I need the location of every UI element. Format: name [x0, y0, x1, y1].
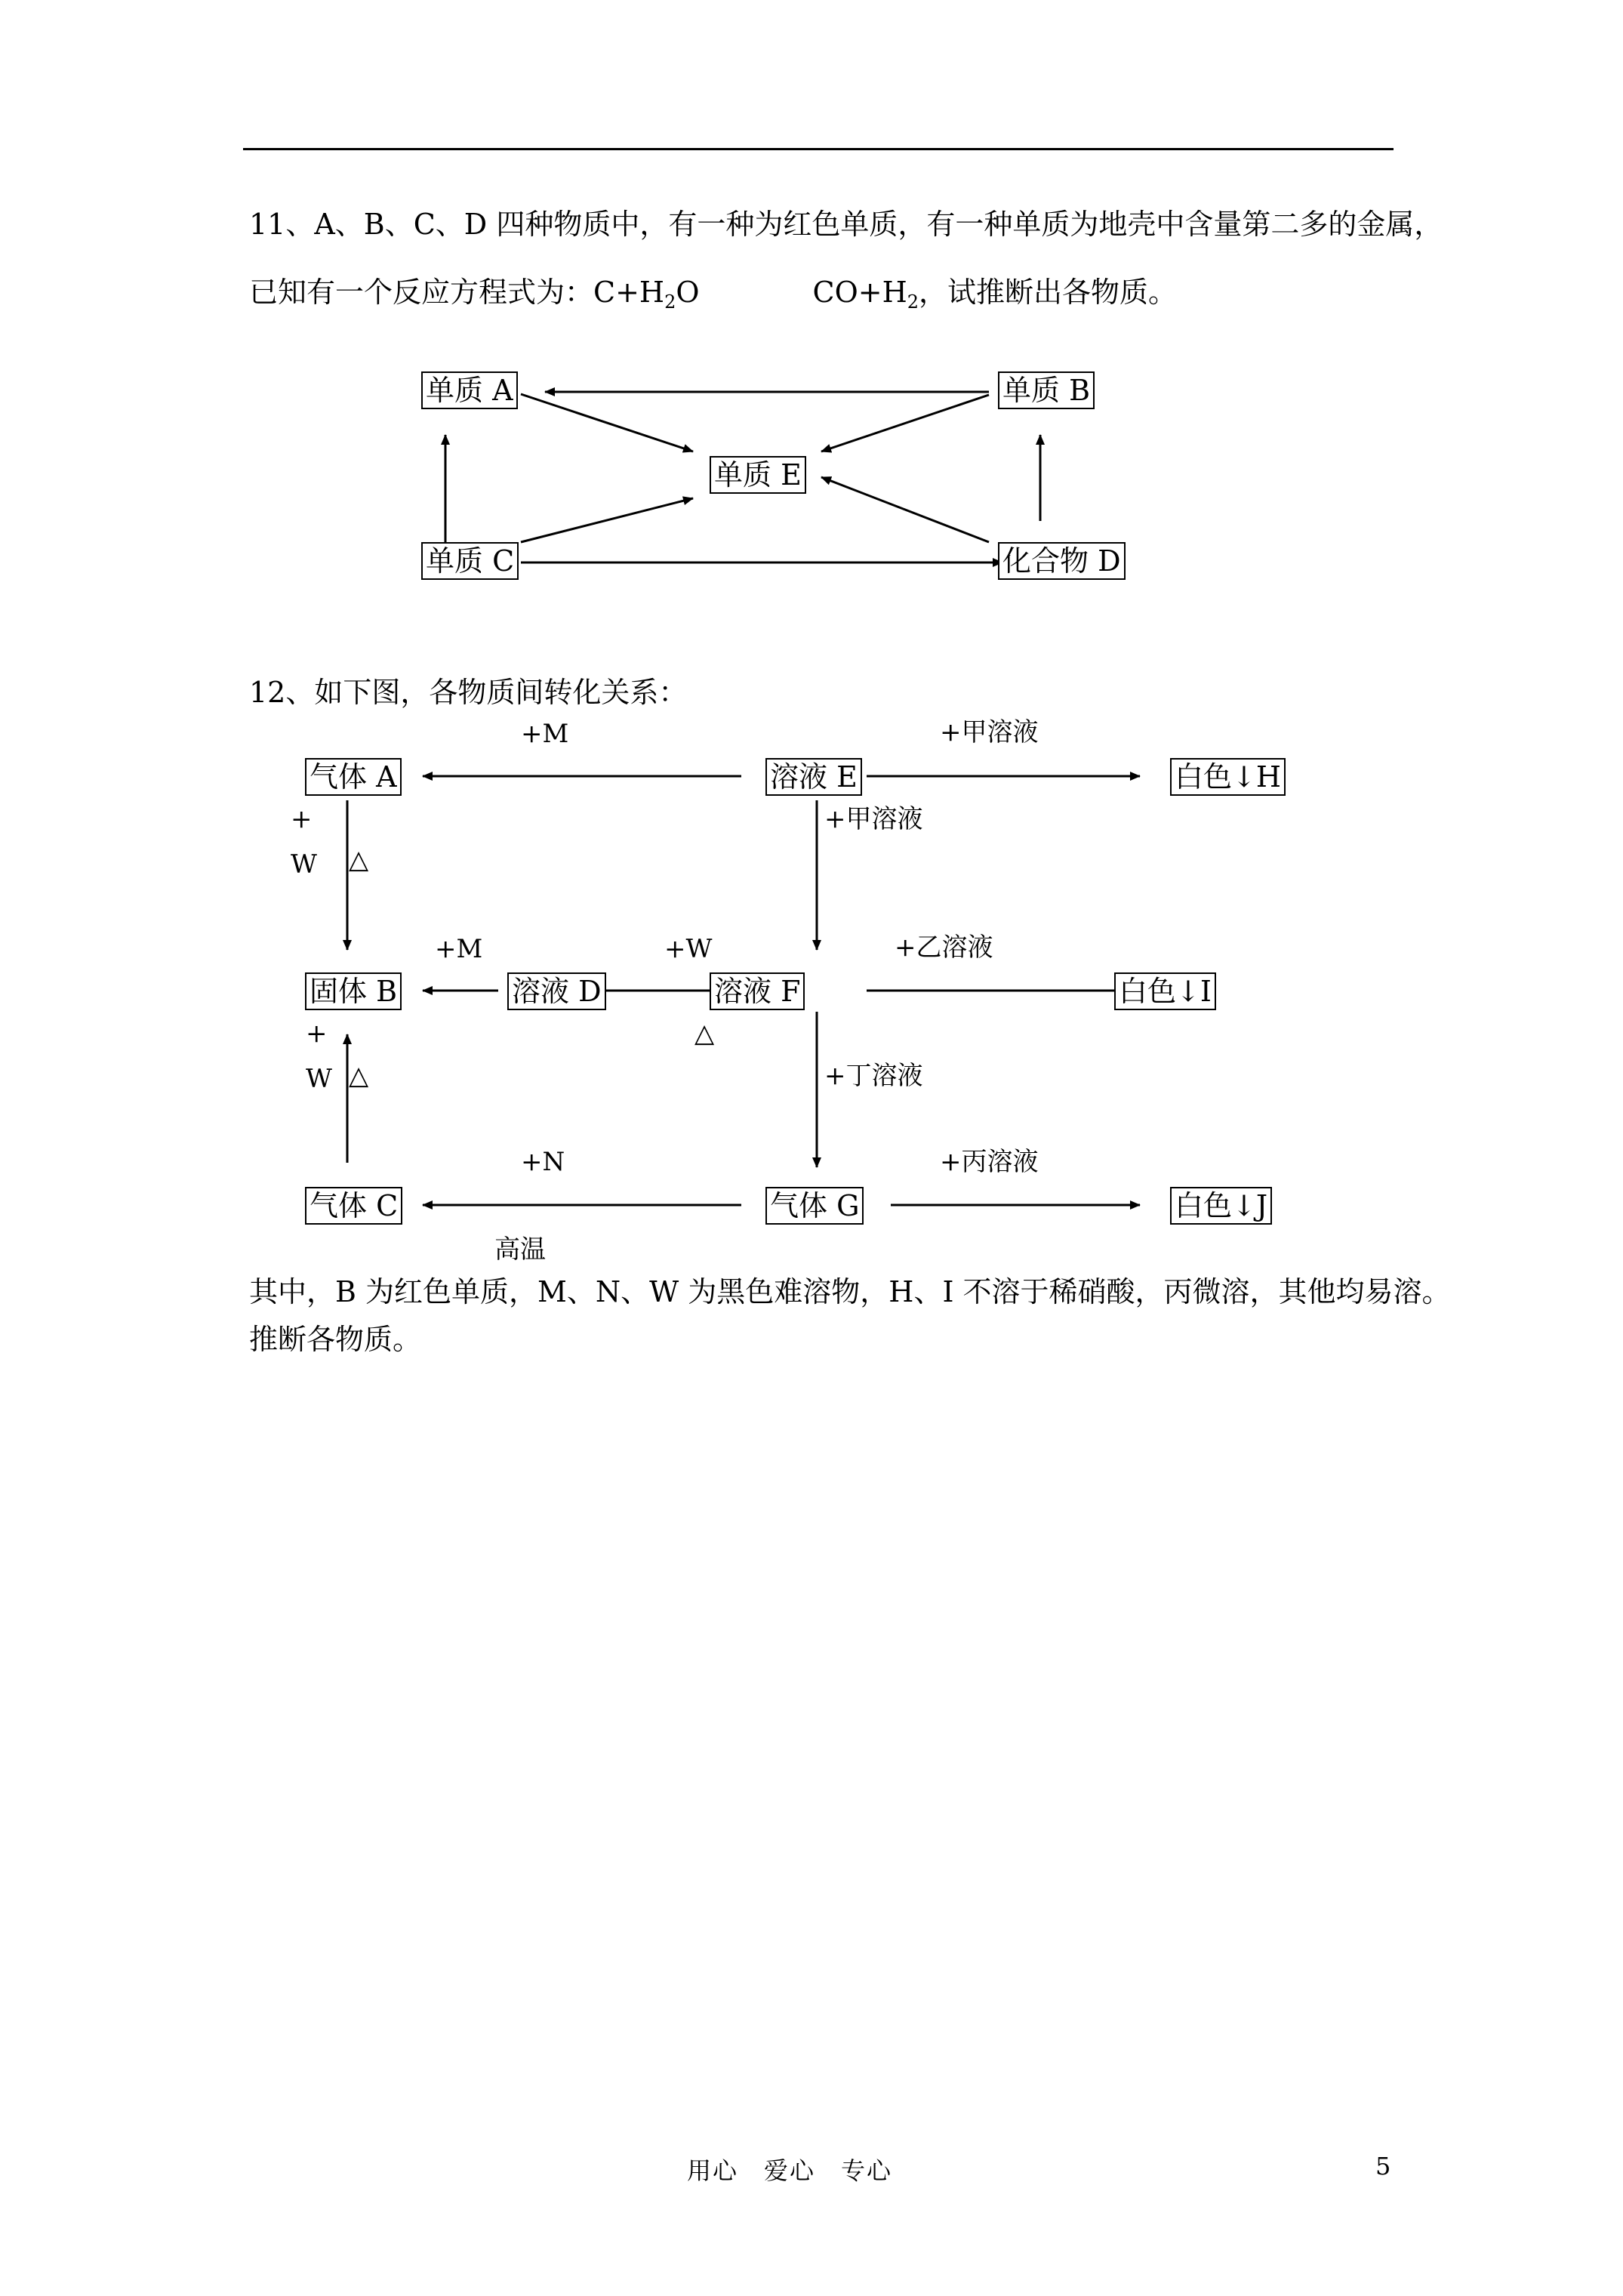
box-element-b: 单质 B [998, 371, 1095, 409]
arrow-c-to-e [521, 498, 693, 542]
footer-motto: 用心 爱心 专心 [687, 2156, 893, 2185]
label-bing: +丙溶液 [940, 1147, 1039, 1177]
q12-note-1: 其中，B 为红色单质，M、N、W 为黑色难溶物，H、I 不溶于稀硝酸，丙微溶，其他均易溶。 [249, 1275, 1451, 1308]
box-precipitate-h: 白色↓H [1170, 758, 1286, 796]
box-precipitate-i: 白色↓I [1114, 972, 1216, 1010]
label-heat-2: △ [349, 1061, 369, 1091]
box-solution-e: 溶液 E [765, 758, 862, 796]
arrow-b-to-e [821, 395, 989, 451]
q12-note-2: 推断各物质。 [249, 1323, 422, 1356]
label-heat-f: △ [694, 1019, 715, 1049]
label-yi: +乙溶液 [895, 932, 993, 963]
equation-right: CO+H [812, 276, 907, 309]
label-plus-m-mid: +M [435, 934, 483, 964]
q12-intro: 12、如下图，各物质间转化关系： [249, 676, 688, 709]
label-plus-m-top: +M [521, 719, 569, 749]
equation-left: 已知有一个反应方程式为：C+H [249, 276, 665, 309]
q11-line1: 11、A、B、C、D 四种物质中，有一种为红色单质，有一种单质为地壳中含量第二多的金属， [249, 208, 1443, 241]
label-high-temp: 高温 [494, 1234, 546, 1265]
box-element-e: 单质 E [710, 456, 806, 494]
label-plus-1: + [291, 804, 313, 834]
box-element-a: 单质 A [421, 371, 518, 409]
equation-o: O [676, 276, 700, 309]
box-solution-f: 溶液 F [710, 972, 805, 1010]
equation-tail: ，试推断出各物质。 [919, 276, 1178, 309]
box-gas-a: 气体 A [305, 758, 402, 796]
label-jia-1: +甲溶液 [940, 717, 1039, 747]
subscript-2b: 2 [907, 291, 919, 313]
box-solution-d: 溶液 D [507, 972, 606, 1010]
box-gas-g: 气体 G [765, 1187, 864, 1225]
box-precipitate-j: 白色↓J [1170, 1187, 1272, 1225]
label-plus-w-mid: +W [664, 934, 713, 964]
label-heat-1: △ [349, 845, 369, 875]
label-plus-n: +N [521, 1147, 565, 1177]
box-element-c: 单质 C [421, 542, 519, 580]
label-w-2: W [306, 1064, 332, 1094]
subscript-2: 2 [664, 291, 676, 313]
box-solid-b: 固体 B [305, 972, 402, 1010]
page-number: 5 [1375, 2152, 1391, 2180]
box-gas-c: 气体 C [305, 1187, 402, 1225]
label-plus-2: + [306, 1019, 328, 1049]
label-jia-2: +甲溶液 [824, 804, 923, 834]
label-ding: +丁溶液 [824, 1061, 923, 1091]
label-w-1: W [291, 849, 317, 880]
arrow-a-to-e [521, 394, 693, 451]
arrow-d-to-e [821, 477, 989, 542]
box-compound-d: 化合物 D [998, 542, 1126, 580]
